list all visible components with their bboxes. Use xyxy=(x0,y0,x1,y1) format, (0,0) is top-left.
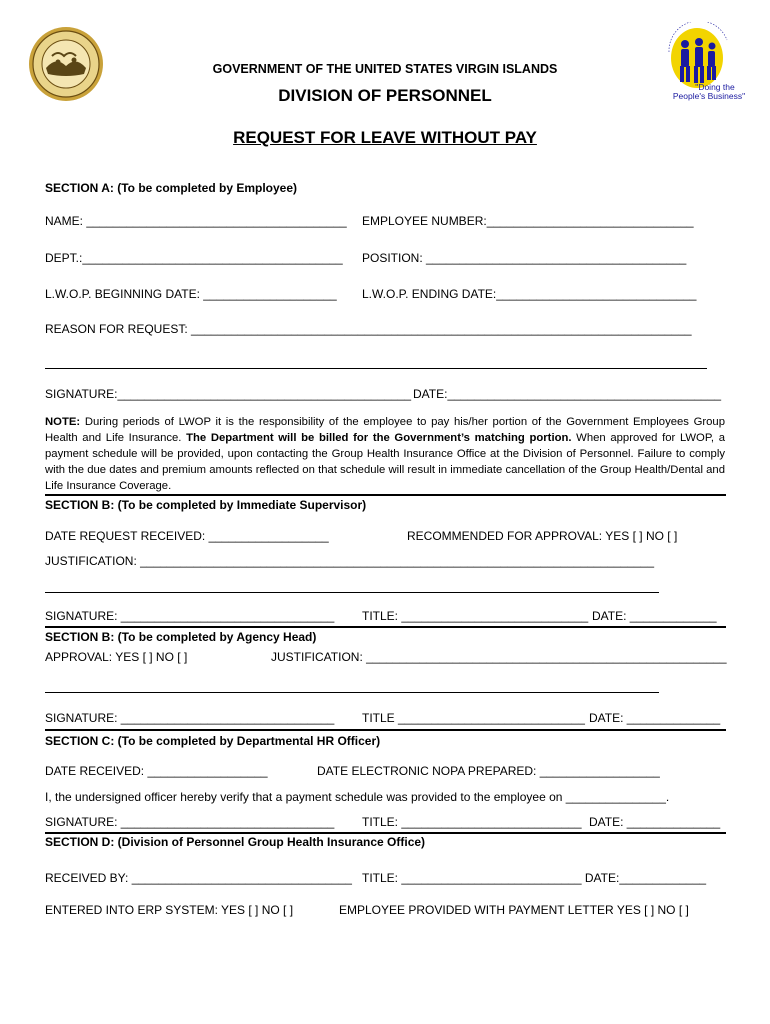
lwop-note xyxy=(45,414,725,494)
recommended-for-approval-checkboxes[interactable]: RECOMMENDED FOR APPROVAL: YES [ ] NO [ ] xyxy=(407,529,678,543)
note-text-1: During periods of LWOP it is the responsibility of the employee to pay his/her portion of the Government Employees Group Health and Life Insurance. xyxy=(45,416,725,444)
supervisor-date-field[interactable]: DATE: _____________ xyxy=(592,609,717,623)
agency-date-field[interactable]: DATE: ______________ xyxy=(589,711,721,725)
section-c-heading: SECTION C: (To be completed by Departmental HR Officer) xyxy=(45,734,381,748)
section-b-agency-heading: SECTION B: (To be completed by Agency Head) xyxy=(45,630,317,644)
svg-text:People's Business": People's Business" xyxy=(672,91,746,101)
hr-date-field[interactable]: DATE: ______________ xyxy=(589,815,721,829)
employee-number-field[interactable]: EMPLOYEE NUMBER:_______________________________ xyxy=(362,214,694,228)
supervisor-title-field[interactable]: TITLE: ____________________________ xyxy=(362,609,589,623)
name-field[interactable]: NAME: _______________________________________ xyxy=(45,214,347,228)
note-text-2: When approved for LWOP, a payment schedule will be provided, upon contacting the Group Health Insurance Office at the Division of Personnel. Failure to comply with the due dates and premium amounts reflected on that schedule will result in immediate cancellation of the Group Health/Dental and Life Insurance Coverage. xyxy=(45,432,725,492)
erp-entry-checkboxes[interactable]: ENTERED INTO ERP SYSTEM: YES [ ] NO [ ] xyxy=(45,903,294,917)
supervisor-justification-line[interactable] xyxy=(45,592,659,593)
health-office-title-date-field[interactable]: TITLE: ___________________________ DATE:_____________ xyxy=(362,871,707,885)
section-b-supervisor-heading: SECTION B: (To be completed by Immediate Supervisor) xyxy=(45,498,367,512)
section-divider xyxy=(45,494,726,496)
employee-date-field[interactable]: DATE:_________________________________________ xyxy=(413,387,722,401)
section-d-heading: SECTION D: (Division of Personnel Group Health Insurance Office) xyxy=(45,835,426,849)
note-bold-text: The Department will be billed for the Government’s matching portion. xyxy=(186,432,572,444)
agency-justification-line[interactable] xyxy=(45,692,659,693)
date-request-received-field[interactable]: DATE REQUEST RECEIVED: __________________ xyxy=(45,529,329,543)
lwop-beginning-date-field[interactable]: L.W.O.P. BEGINNING DATE: ____________________ xyxy=(45,287,337,301)
government-heading: GOVERNMENT OF THE UNITED STATES VIRGIN ISLANDS xyxy=(212,62,558,76)
section-divider xyxy=(45,729,726,731)
dept-field[interactable]: DEPT.:_______________________________________ xyxy=(45,251,343,265)
agency-approval-checkboxes[interactable]: APPROVAL: YES [ ] NO [ ] xyxy=(45,650,188,664)
supervisor-signature-field[interactable]: SIGNATURE: ________________________________ xyxy=(45,609,335,623)
position-field[interactable]: POSITION: _______________________________________ xyxy=(362,251,687,265)
lwop-ending-date-field[interactable]: L.W.O.P. ENDING DATE:______________________________ xyxy=(362,287,697,301)
supervisor-justification-field[interactable]: JUSTIFICATION: _____________________________________________________________________________ xyxy=(45,554,654,568)
received-by-field[interactable]: RECEIVED BY: _________________________________ xyxy=(45,871,352,885)
hr-date-received-field[interactable]: DATE RECEIVED: __________________ xyxy=(45,764,268,778)
reason-continuation-line[interactable] xyxy=(45,368,707,369)
division-heading: DIVISION OF PERSONNEL xyxy=(278,86,492,105)
employee-signature-field[interactable]: SIGNATURE:____________________________________________ xyxy=(45,387,412,401)
reason-field[interactable]: REASON FOR REQUEST: ___________________________________________________________________________ xyxy=(45,322,692,336)
agency-justification-field[interactable]: JUSTIFICATION: ______________________________________________________ xyxy=(271,650,727,664)
hr-signature-field[interactable]: SIGNATURE: ________________________________ xyxy=(45,815,335,829)
payment-schedule-verification[interactable]: I, the undersigned officer hereby verify that a payment schedule was provided to the employee on _______________. xyxy=(45,790,670,804)
section-a-heading: SECTION A: (To be completed by Employee) xyxy=(45,181,298,195)
agency-title-field[interactable]: TITLE ____________________________ xyxy=(362,711,585,725)
agency-signature-field[interactable]: SIGNATURE: ________________________________ xyxy=(45,711,335,725)
note-label: NOTE: xyxy=(45,416,81,428)
section-divider xyxy=(45,832,726,834)
hr-title-field[interactable]: TITLE: ___________________________ xyxy=(362,815,582,829)
form-title: REQUEST FOR LEAVE WITHOUT PAY xyxy=(233,128,537,147)
payment-letter-checkboxes[interactable]: EMPLOYEE PROVIDED WITH PAYMENT LETTER YES [ ] NO [ ] xyxy=(339,903,689,917)
nopa-prepared-date-field[interactable]: DATE ELECTRONIC NOPA PREPARED: __________________ xyxy=(317,764,660,778)
section-divider xyxy=(45,626,726,628)
svg-text:"Doing the: "Doing the xyxy=(695,82,735,92)
